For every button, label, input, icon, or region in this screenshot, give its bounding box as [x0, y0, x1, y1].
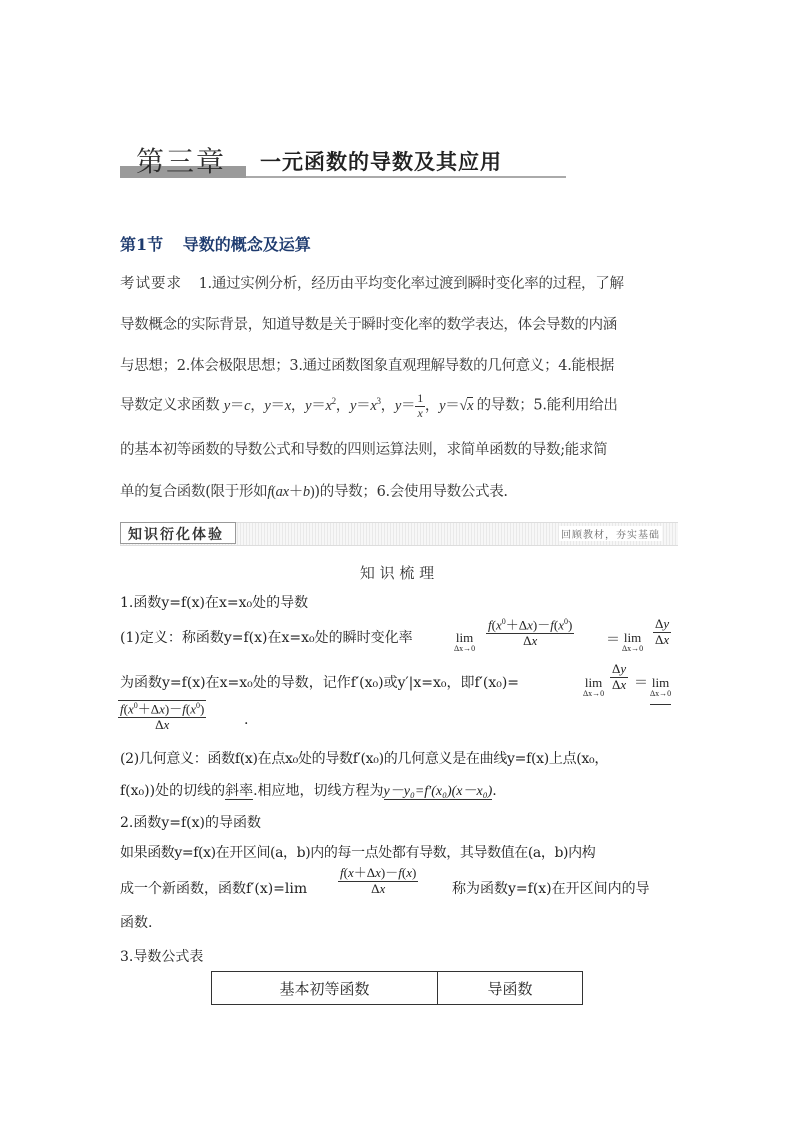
- dy-dx-fraction-2: $\frac{\Delta y}{\Delta x}$: [612, 661, 627, 692]
- table-header-row: [212, 972, 583, 1005]
- definition-line: [120, 617, 680, 661]
- requirements-text-6b: )的导数；6.会使用导数公式表.: [314, 484, 508, 500]
- requirements-line-5: 的基本初等函数的导数公式和导数的四则运算法则，求简单函数的导数;能求简: [120, 442, 608, 458]
- requirements-line-2: 导数概念的实际背景，知道导数是关于瞬时变化率的数学表达，体会导数的内涵: [120, 317, 617, 333]
- equals-sign-2: ＝: [634, 675, 648, 691]
- banner-title: 知识衍化体验: [128, 527, 224, 543]
- derivative-function-line-1: 如果函数y=f(x)在开区间(a，b)内的每一点处都有导数，其导数值在(a，b)内构: [120, 845, 596, 861]
- geometric-line-2: [120, 780, 497, 800]
- derivative-text-2b: 称为函数y=f(x)在开区间内的导: [452, 881, 650, 897]
- chapter-title: 一元函数的导数及其应用: [260, 149, 502, 174]
- section-heading: [120, 232, 311, 255]
- section-banner: [120, 522, 678, 544]
- knowledge-heading: 知 识 梳 理: [359, 564, 435, 582]
- requirements-line-6: [120, 482, 508, 502]
- derivative-text-2a: 成一个新函数，函数f′(x)=lim: [120, 881, 308, 897]
- derivative-function-line-3: 函数.: [120, 915, 153, 931]
- table-header-cell: 基本初等函数: [212, 972, 438, 1005]
- requirements-text-1: 1.通过实例分析，经历由平均变化率过渡到瞬时变化率的过程，了解: [198, 276, 624, 292]
- chapter-header: [120, 140, 566, 182]
- geometric-text-2b: .相应地，切线方程为: [253, 783, 384, 799]
- chapter-number: 第三章: [136, 145, 227, 178]
- section-title: 导数的概念及运算: [182, 235, 311, 254]
- formula-composite: f(ax＋b): [267, 484, 315, 500]
- requirements-label: 考试要求: [120, 276, 182, 292]
- geometric-line-1: (2)几何意义：函数f(x)在点x₀处的导数f′(x₀)的几何意义是在曲线y=f(x)上点(x₀，: [120, 751, 609, 767]
- derivative-function-line-2: [120, 866, 680, 910]
- item1-title: 1.函数y=f(x)在x=x₀处的导数: [120, 595, 309, 611]
- slope-term: 斜率: [225, 783, 254, 799]
- item2-title: 2.函数y=f(x)的导函数: [120, 815, 261, 831]
- difference-quotient-3: $\frac{f(x+\Delta x)-f(x)}{\Delta x}$: [340, 865, 417, 896]
- difference-quotient-1: $\frac{f(x^0+\Delta x)-f(x^0)}{\Delta x}$: [488, 617, 573, 649]
- requirements-line-3: 与思想；2.体会极限思想；3.通过函数图象直观理解导数的几何意义；4.能根据: [120, 358, 615, 374]
- requirements-text-4b: 的导数；5.能利用给出: [476, 397, 618, 414]
- tangent-equation: y－y₀=f′(x₀)(x－x₀): [383, 784, 493, 799]
- geometric-text-2a: f(x₀))处的切线的: [120, 783, 226, 799]
- table-header-cell: 导函数: [438, 972, 583, 1005]
- equals-sign-1: ＝: [606, 632, 620, 648]
- section-number: 第1节: [120, 235, 164, 254]
- item3-title: 3.导数公式表: [120, 949, 204, 965]
- limit-symbol-4: lim Δx→0: [650, 676, 671, 705]
- difference-quotient-2: $\frac{f(x^0+\Delta x)-f(x^0)}{\Delta x}$: [120, 701, 205, 733]
- definition-text-2: 为函数y=f(x)在x=x₀处的导数，记作f′(x₀)或y′|x=x₀，即f′(x₀)=: [120, 675, 520, 691]
- derivative-formula-table: [211, 971, 583, 1005]
- limit-symbol-3: lim Δx→0: [583, 675, 605, 698]
- definition-text: (1)定义：称函数y=f(x)在x=x₀处的瞬时变化率: [120, 630, 413, 646]
- limit-symbol-2: lim Δx→0: [622, 630, 644, 653]
- limit-symbol-1: lim Δx→0: [454, 630, 476, 653]
- formula-functions: y＝c，y＝x，$y=x^2$，$y=x^3$，y＝ $\frac{1}{x}$ ，y＝√x: [223, 391, 474, 420]
- period-1: .: [244, 712, 249, 728]
- definition-line-2: [120, 662, 680, 702]
- requirements-line-1: [120, 274, 624, 294]
- requirements-text-6a: 单的复合函数(限于形如: [120, 484, 268, 500]
- requirements-line-4: [120, 392, 618, 421]
- period-2: .: [492, 783, 497, 799]
- requirements-text-4a: 导数定义求函数: [120, 397, 220, 414]
- banner-right-text: 回顾教材，夯实基础: [559, 526, 662, 541]
- dy-dx-fraction-1: $\frac{\Delta y}{\Delta x}$: [655, 616, 670, 647]
